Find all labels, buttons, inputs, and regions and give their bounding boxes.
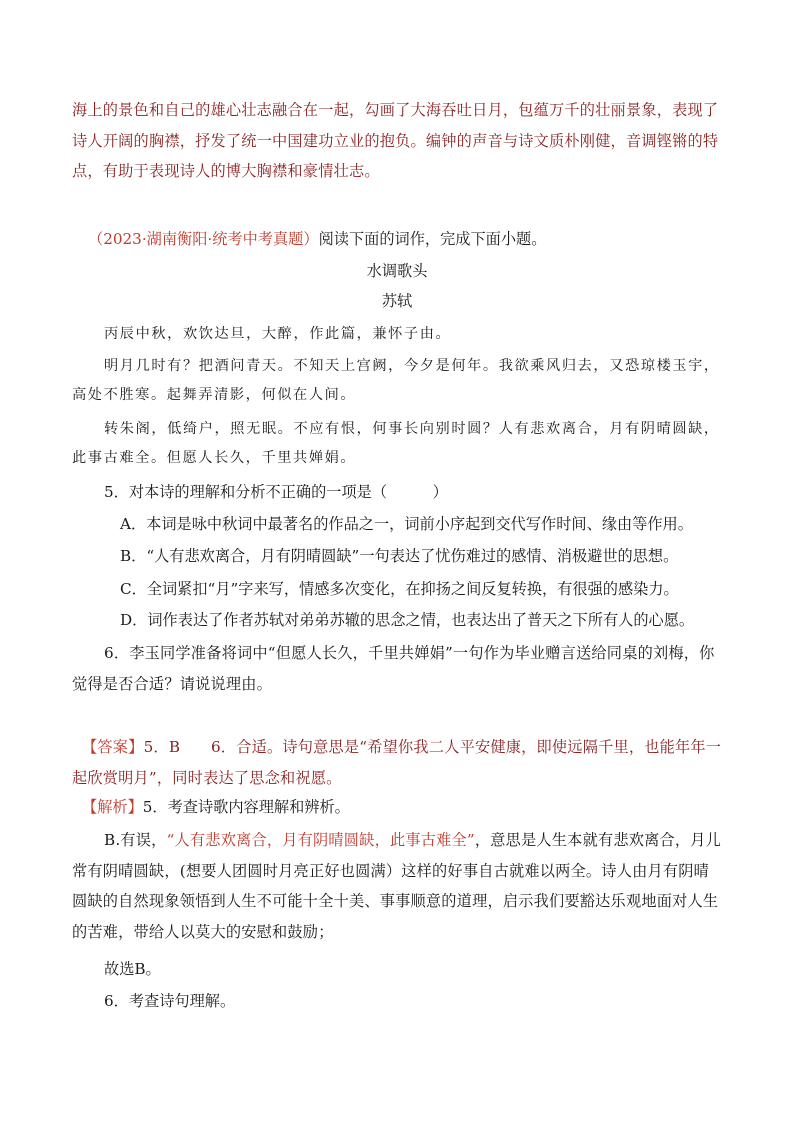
option-a: A．本词是咏中秋词中最著名的作品之一，词前小序起到交代写作时间、缘由等作用。 <box>120 515 693 533</box>
poem-stanza-1: 明月几时有？把酒问青天。不知天上宫阙，今夕是何年。我欲乘风归去，又恐琼楼玉宇，高处不胜寒。起舞弄清影，何似在人间。 <box>72 358 720 403</box>
option-c: C．全词紧扣“月”字来写，情感多次变化，在抑扬之间反复转换，有很强的感染力。 <box>120 580 679 598</box>
analysis-b-paragraph <box>72 825 722 947</box>
answer-label: 【答案】 <box>82 738 144 756</box>
intro-paragraph: 海上的景色和自己的雄心壮志融合在一起，勾画了大海吞吐日月，包蕴万千的壮丽景象，表现了诗人开阔的胸襟，抒发了统一中国建功立业的抱负。编钟的声音与诗文质朴刚健，音调铿锵的特点，有助于表现诗人的博大胸襟和豪情壮志。 <box>72 101 719 180</box>
question-instruction: 阅读下面的词作，完成下面小题。 <box>318 230 547 248</box>
option-b: B．“人有悲欢离合，月有阴晴圆缺”一句表达了忧伤难过的感情、消极避世的思想。 <box>120 547 679 565</box>
analysis-item-5: 5．考查诗歌内容理解和辨析。 <box>142 798 350 816</box>
analysis-heading <box>82 797 350 817</box>
question-6-stem: 6．李玉同学准备将词中“但愿人长久，千里共婵娟”一句作为毕业赠言送给同桌的刘梅，你觉得是否合适？请说说理由。 <box>72 644 715 693</box>
question-source: （2023·湖南衡阳·统考中考真题） <box>88 230 319 248</box>
analysis-label: 【解析】 <box>82 798 143 816</box>
option-d: D．词作表达了作者苏轼对弟弟苏辙的思念之情，也表达出了普天之下所有人的心愿。 <box>120 611 695 629</box>
question-5-stem: 5．对本诗的理解和分析不正确的一项是（ ） <box>104 483 448 501</box>
analysis-b-rest: ，意思是人生本就有悲欢离合，月儿常有阴晴圆缺，(想要人团圆时月亮正好也圆满）这样的好事自古就难以两全。诗人由月有阴晴圆缺的自然现象领悟到人生不可能十全十美、事事顺意的道理，启示我们要豁达乐观地面对人生的苦难，带给人以莫大的安慰和鼓励； <box>72 831 722 941</box>
question-intro <box>88 229 546 249</box>
analysis-item-6: 6．考查诗句理解。 <box>104 992 236 1010</box>
answer-text: 5．B 6．合适。诗句意思是“希望你我二人平安健康，即使远隔千里，也能年年一起欣赏明月”，同时表达了思念和祝愿。 <box>72 738 722 787</box>
analysis-conclusion: 故选B。 <box>104 960 161 978</box>
poem-author: 苏轼 <box>381 292 413 310</box>
analysis-b-prefix: B.有误， <box>104 831 167 849</box>
poem-preface: 丙辰中秋，欢饮达旦，大醉，作此篇，兼怀子由。 <box>104 326 452 342</box>
poem-title: 水调歌头 <box>366 262 428 280</box>
answer-block <box>72 732 722 793</box>
analysis-b-quote: “人有悲欢离合，月有阴晴圆缺，此事古难全” <box>166 831 475 849</box>
poem-stanza-2: 转朱阁，低绮户，照无眠。不应有恨，何事长向别时圆？人有悲欢离合，月有阴晴圆缺，此事古难全。但愿人长久，千里共婵娟。 <box>72 421 720 466</box>
